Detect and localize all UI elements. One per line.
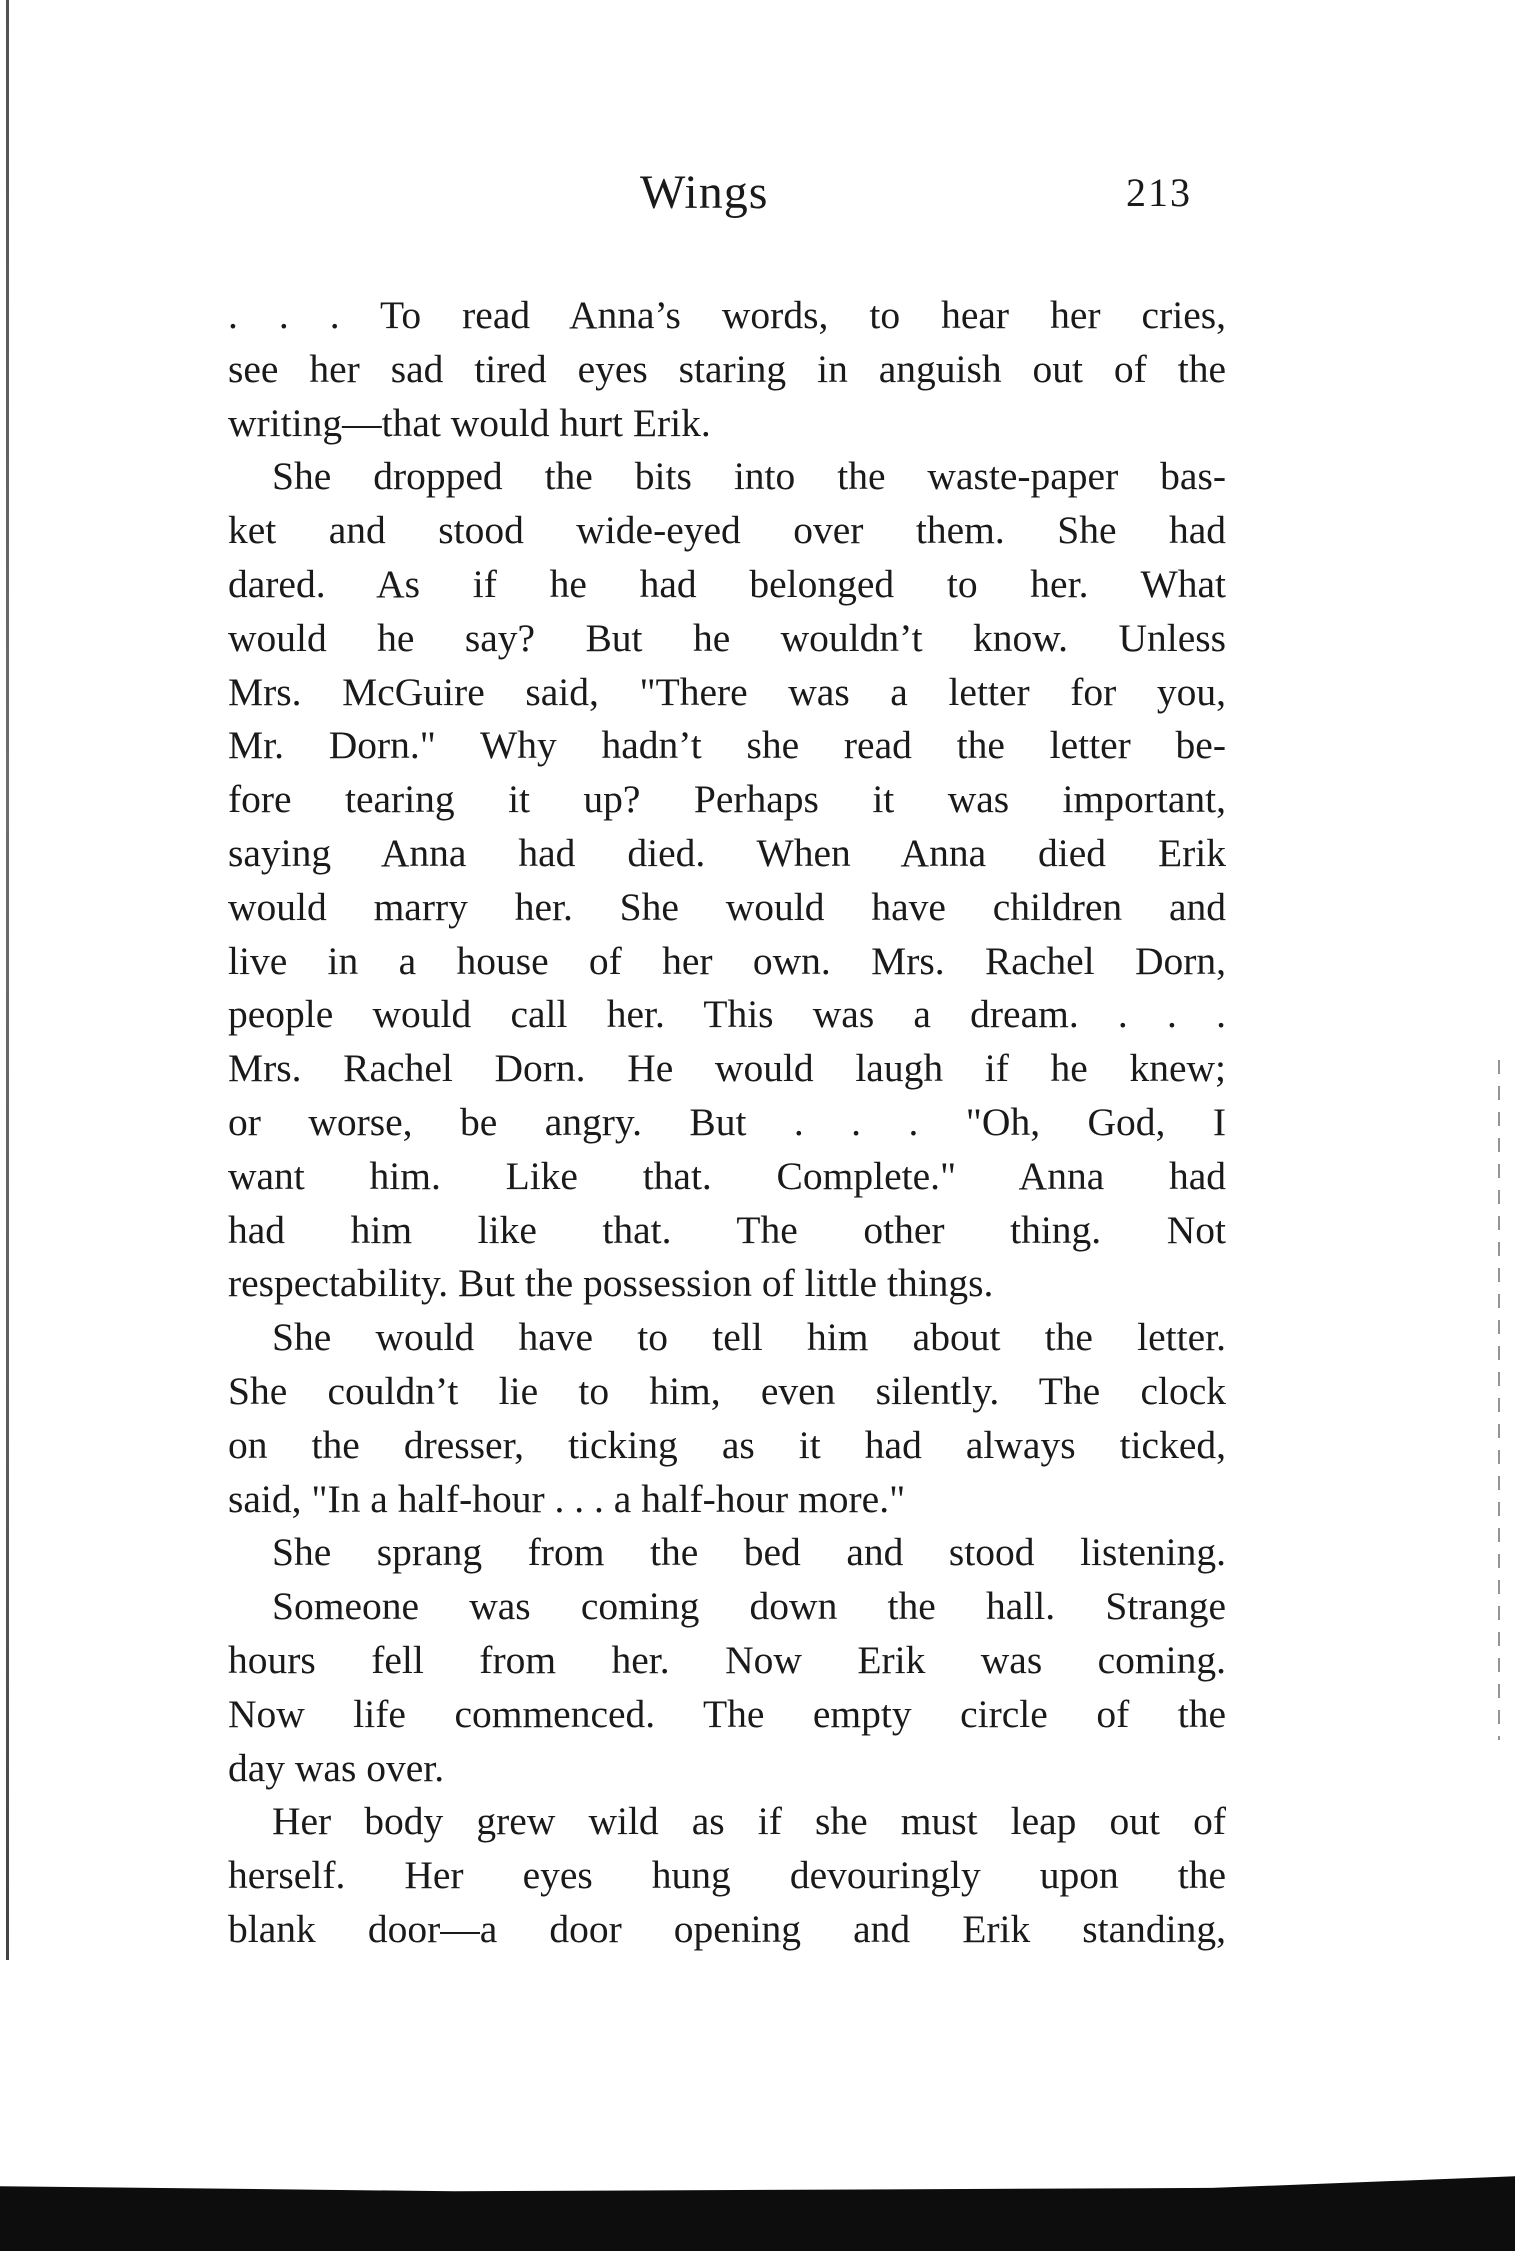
text-line: live in a house of her own. Mrs. Rachel Dorn, [228, 938, 1226, 983]
text-line: ket and stood wide-eyed over them. She had [228, 508, 1226, 553]
text-line: She sprang from the bed and stood listening. [272, 1530, 1226, 1575]
text-line: She would have to tell him about the letter. [272, 1315, 1226, 1360]
paragraph [228, 1580, 1226, 1795]
text-line: day was over. [228, 1745, 445, 1790]
text-line: said, "In a half-hour . . . a half-hour more." [228, 1476, 906, 1521]
scan-edge-left [6, 0, 9, 1960]
text-line: Her body grew wild as if she must leap out of [272, 1799, 1226, 1844]
text-line: hours fell from her. Now Erik was coming. [228, 1637, 1226, 1682]
text-line: see her sad tired eyes staring in anguish out of the [228, 346, 1226, 391]
text-line: She dropped the bits into the waste-paper bas- [272, 454, 1226, 499]
page-number: 213 [1126, 170, 1192, 215]
paragraph [228, 289, 1226, 450]
text-line: people would call her. This was a dream. . . . [228, 992, 1226, 1037]
body-text [228, 289, 1226, 1957]
text-line: herself. Her eyes hung devouringly upon the [228, 1853, 1226, 1898]
running-title: Wings [640, 166, 769, 219]
text-line: blank door—a door opening and Erik standing, [228, 1906, 1226, 1951]
text-line: writing—that would hurt Erik. [228, 400, 711, 445]
text-line: saying Anna had died. When Anna died Erik [228, 830, 1226, 875]
paragraph [228, 1526, 1226, 1580]
text-line: had him like that. The other thing. Not [228, 1207, 1226, 1252]
text-line: on the dresser, ticking as it had always ticked, [228, 1422, 1226, 1467]
paragraph [228, 1311, 1226, 1526]
scan-bottom-band [0, 2168, 1515, 2251]
text-line: She couldn’t lie to him, even silently. The clock [228, 1368, 1226, 1413]
scan-edge-right [1498, 1060, 1500, 1740]
text-line: Someone was coming down the hall. Strange [272, 1584, 1226, 1629]
text-line: want him. Like that. Complete." Anna had [228, 1153, 1226, 1198]
running-head [0, 165, 1515, 225]
text-line: would marry her. She would have children and [228, 884, 1226, 929]
text-line: or worse, be angry. But . . . "Oh, God, I [228, 1099, 1226, 1144]
text-line: fore tearing it up? Perhaps it was important, [228, 777, 1226, 822]
text-line: dared. As if he had belonged to her. What [228, 561, 1226, 606]
text-line: Now life commenced. The empty circle of the [228, 1691, 1226, 1736]
text-line: respectability. But the possession of little things. [228, 1261, 994, 1306]
text-line: . . . To read Anna’s words, to hear her cries, [228, 293, 1226, 337]
paragraph [228, 450, 1226, 1311]
text-line: Mrs. McGuire said, "There was a letter for you, [228, 669, 1226, 714]
paragraph [228, 1795, 1226, 1956]
text-line: would he say? But he wouldn’t know. Unless [228, 615, 1226, 660]
text-line: Mrs. Rachel Dorn. He would laugh if he knew; [228, 1046, 1226, 1091]
text-line: Mr. Dorn." Why hadn’t she read the letter be- [228, 723, 1226, 768]
